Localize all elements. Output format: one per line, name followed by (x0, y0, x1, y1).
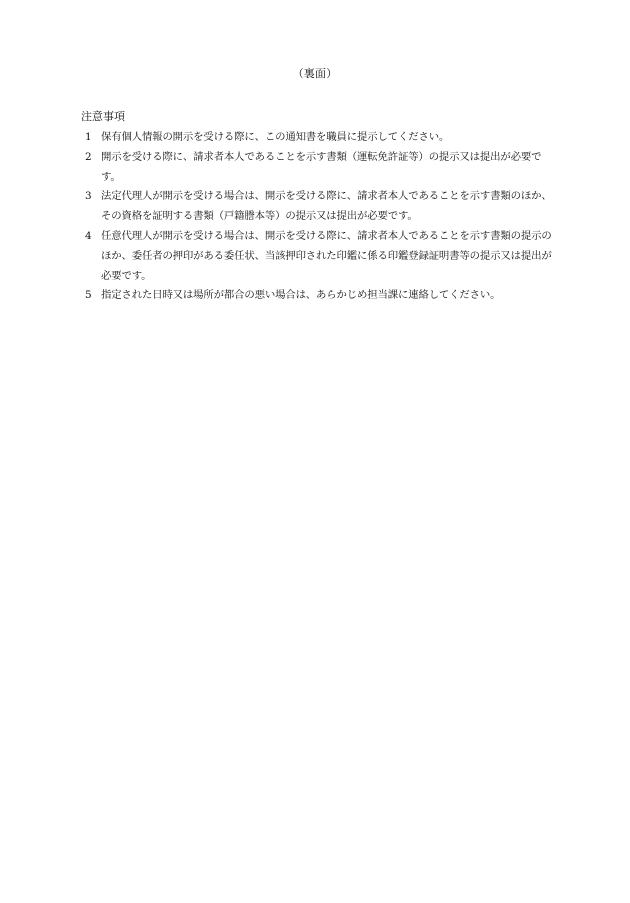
note-number: 1 (85, 131, 92, 143)
note-number: 3 (85, 190, 92, 203)
note-text: 保有個人情報の開示を受ける際に、この通知書を職員に提示してください。 (101, 131, 450, 143)
note-number: 4 (85, 229, 92, 242)
note-item-4 (81, 227, 559, 286)
note-item-1 (81, 128, 559, 148)
note-text: 指定された日時又は場所が都合の悪い場合は、あらかじめ担当課に連絡してください。 (101, 289, 501, 302)
section-title: 注意事項 (81, 110, 125, 123)
note-item-2 (81, 148, 559, 188)
note-text: 任意代理人が開示を受ける場合は、開示を受ける際に、請求者本人であることを示す書類の提示のほか、委任者の押印がある委任状、当該押印された印鑑に係る印鑑登録証明書等の提示又は提出が必要です。 (101, 229, 552, 282)
note-item-5 (81, 286, 559, 306)
page-heading: （裏面） (292, 67, 338, 80)
note-number: 2 (85, 150, 92, 163)
notes-list (81, 128, 559, 306)
note-item-3 (81, 187, 559, 227)
note-text: 開示を受ける際に、請求者本人であることを示す書類（運転免許証等）の提示又は提出が必要です。 (101, 150, 542, 183)
note-number: 5 (85, 289, 92, 302)
note-text: 法定代理人が開示を受ける場合は、開示を受ける際に、請求者本人であることを示す書類のほか、その資格を証明する書類（戸籍謄本等）の提示又は提出が必要です。 (101, 190, 552, 223)
